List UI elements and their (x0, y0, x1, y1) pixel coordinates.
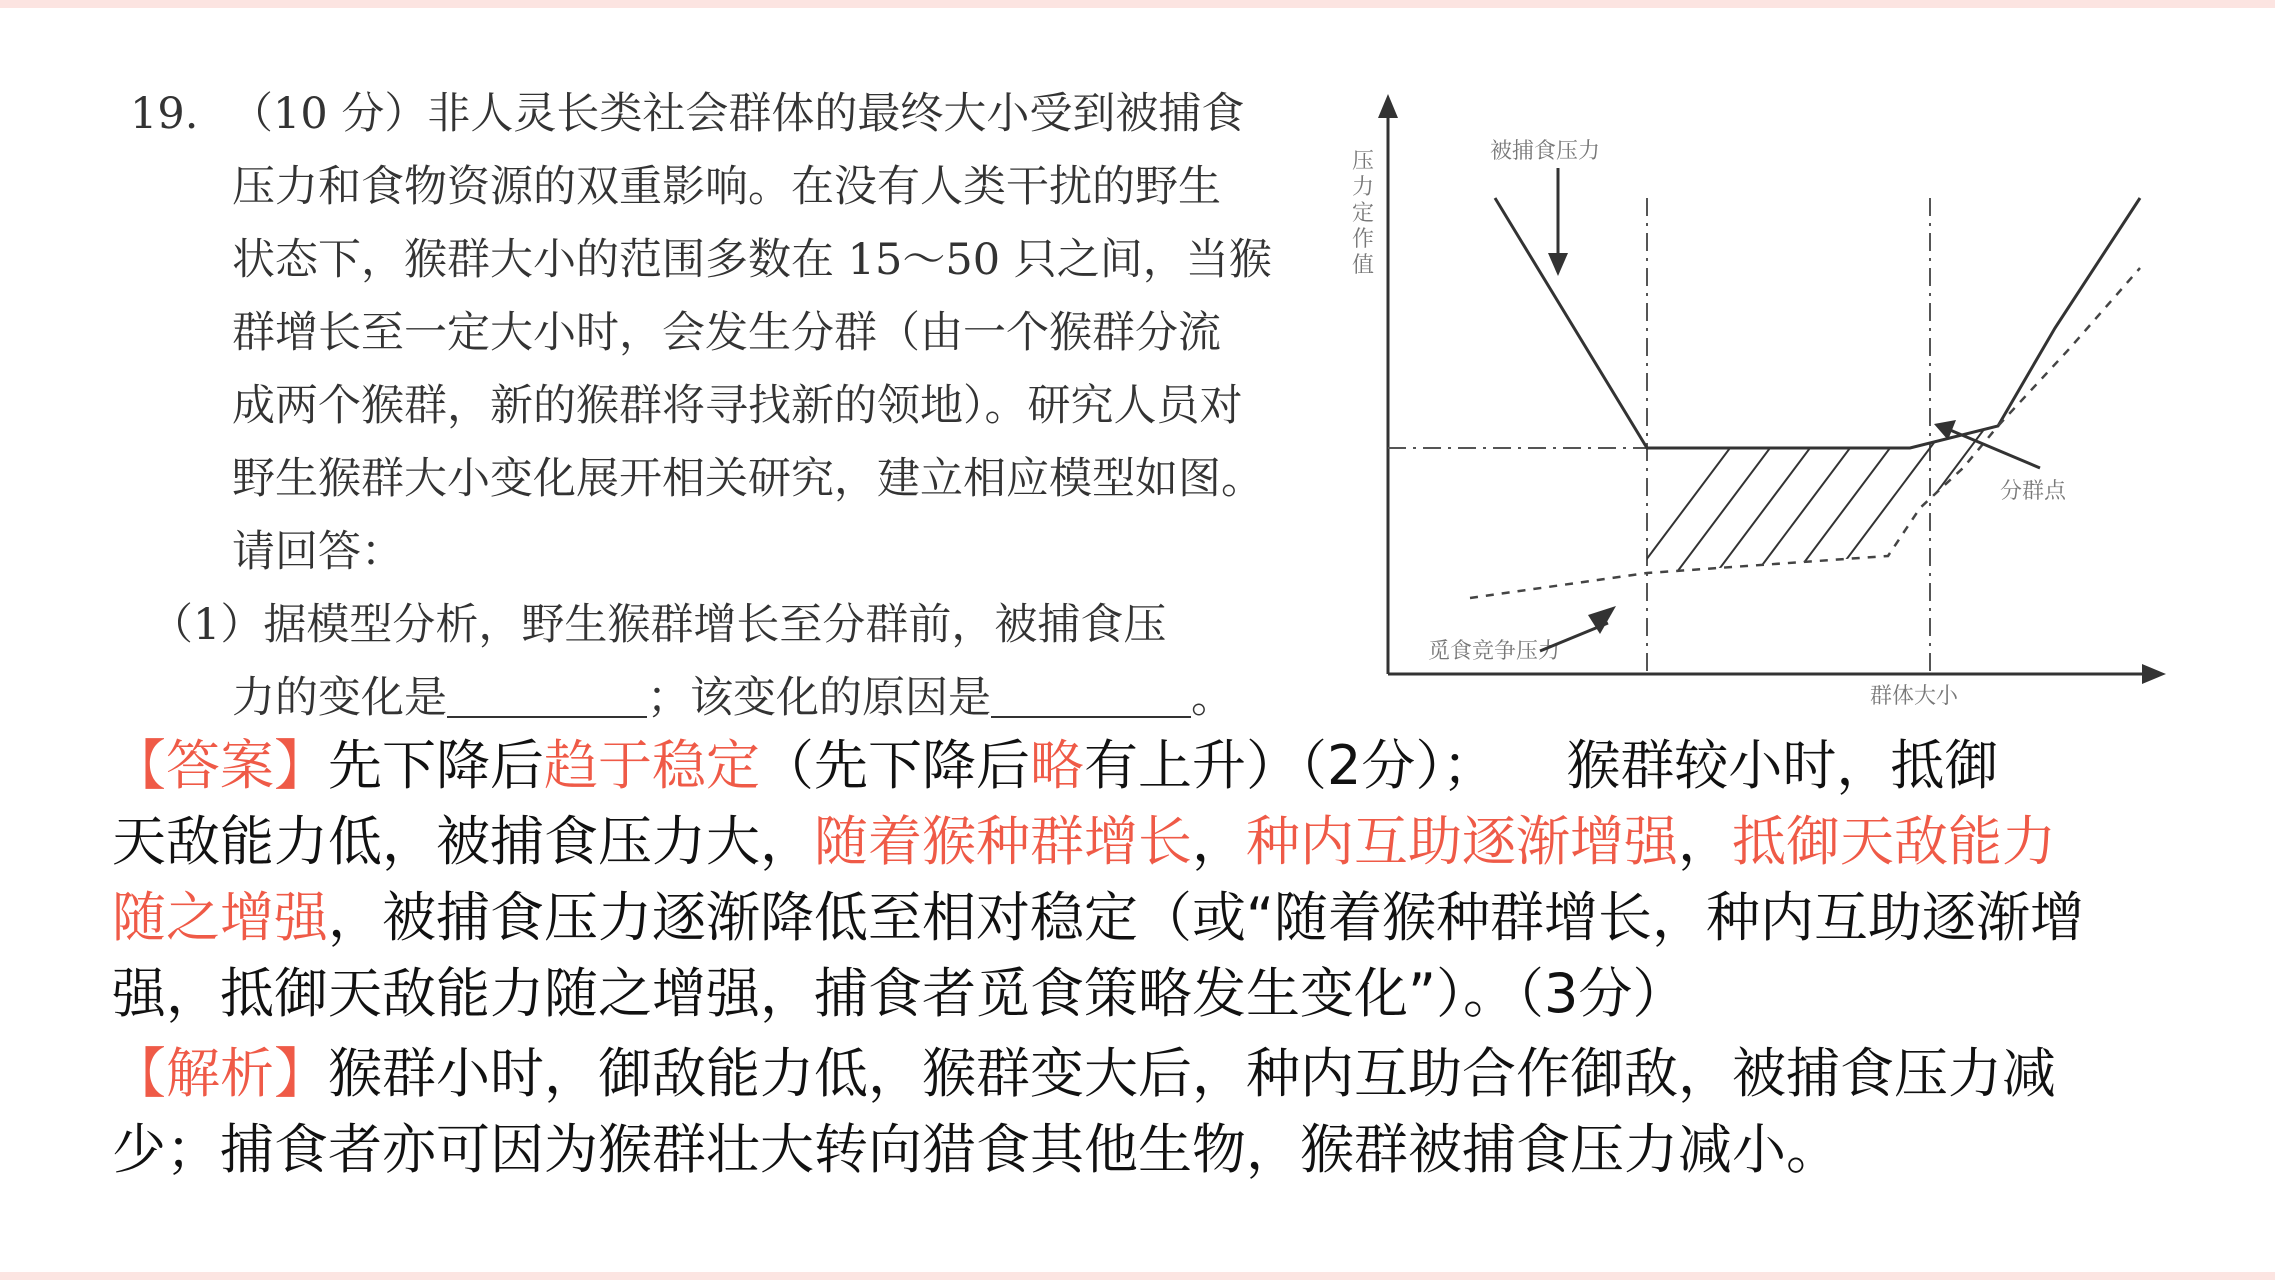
x-axis-label: 群体大小 (1870, 684, 1959, 709)
predation-pressure-curve (1495, 198, 2140, 448)
predation-label: 被捕食压力 (1490, 139, 1601, 164)
subquestion-1-text-a: 力的变化是 (232, 673, 447, 723)
answer-highlight-5: 抵御天敌能力 (1732, 810, 2056, 873)
competition-pressure-curve (1470, 268, 2140, 598)
answer-highlight-1: 趋于稳定 (544, 734, 760, 797)
answer-block (112, 728, 2222, 1188)
question-line-3: 状态下，猴群大小的范围多数在 15～50 只之间，当猴 (232, 235, 1272, 285)
answer-line-2 (112, 804, 2222, 880)
analysis-line-2: 少；捕食者亦可因为猴群壮大转向猎食其他生物，猴群被捕食压力减小。 (112, 1118, 1840, 1181)
subquestion-1-line-2 (130, 662, 1310, 735)
question-line-6: 野生猴群大小变化展开相关研究，建立相应模型如图。 (232, 454, 1264, 504)
answer-text-2a: 天敌能力低，被捕食压力大， (112, 810, 814, 873)
bottom-edge-band (0, 1272, 2275, 1280)
subquestion-1-text-b: ；该变化的原因是 (647, 673, 991, 723)
hatched-region (1580, 408, 2040, 648)
y-label-char-1: 压 (1352, 149, 1375, 174)
split-point-arrow (1950, 430, 2040, 468)
question-number: 19. (130, 89, 199, 139)
answer-highlight-4: 种内互助逐渐增强 (1246, 810, 1678, 873)
x-axis-arrow-icon (2142, 664, 2166, 684)
question-line-4: 群增长至一定大小时，会发生分群（由一个猴群分流 (232, 308, 1221, 358)
question-line-7: 请回答： (232, 527, 404, 577)
question-block (130, 78, 1310, 735)
question-line-2: 压力和食物资源的双重影响。在没有人类干扰的野生 (232, 162, 1221, 212)
analysis-tag: 【解析】 (112, 1042, 328, 1105)
answer-line-3 (112, 880, 2222, 956)
answer-blank-2[interactable] (991, 676, 1191, 718)
answer-blank-1[interactable] (447, 676, 647, 718)
competition-label: 觅食竞争压力 (1428, 639, 1561, 664)
answer-line-4: 强，抵御天敌能力随之增强，捕食者觅食策略发生变化”）。（3分） (112, 962, 1687, 1025)
model-diagram (1340, 88, 2170, 720)
y-label-char-5: 值 (1352, 253, 1375, 278)
answer-text-1c: （先下降后 (760, 734, 1030, 797)
answer-text-2c: ， (1192, 810, 1246, 873)
model-diagram-svg (1340, 88, 2170, 720)
subquestion-1-text-c: 。 (1191, 673, 1234, 723)
question-line-1 (130, 78, 1310, 151)
answer-text-1f: 猴群较小时，抵御 (1566, 734, 1999, 797)
analysis-line-1 (112, 1036, 2222, 1112)
answer-highlight-6: 随之增强 (112, 886, 328, 949)
answer-tag: 【答案】 (112, 734, 328, 797)
answer-text-3b: ，被捕食压力逐渐降低至相对稳定（或“随着猴种群增长，种内互助逐渐增 (328, 886, 2084, 949)
y-label-char-2: 力 (1352, 175, 1375, 200)
answer-text-2e: ， (1678, 810, 1732, 873)
answer-line-1 (112, 728, 2222, 804)
y-label-char-3: 定 (1352, 201, 1375, 226)
predation-arrow-head-icon (1548, 253, 1568, 276)
question-text-1: （10 分）非人灵长类社会群体的最终大小受到被捕食 (230, 89, 1245, 139)
answer-text-1a: 先下降后 (328, 734, 544, 797)
split-point-label: 分群点 (2000, 479, 2067, 504)
subquestion-1-line-1: （1）据模型分析，野生猴群增长至分群前，被捕食压 (150, 600, 1167, 650)
y-axis-arrow-icon (1378, 94, 1398, 118)
y-label-char-4: 作 (1352, 227, 1375, 252)
answer-text-1e: 有上升）（2分）； (1084, 734, 1497, 797)
analysis-text-1: 猴群小时，御敌能力低，猴群变大后，种内互助合作御敌，被捕食压力减 (328, 1042, 2056, 1105)
top-edge-band (0, 0, 2275, 8)
answer-highlight-2: 略 (1030, 734, 1084, 797)
question-line-5: 成两个猴群，新的猴群将寻找新的领地）。研究人员对 (232, 381, 1243, 431)
answer-highlight-3: 随着猴种群增长 (814, 810, 1192, 873)
analysis-block (112, 1036, 2222, 1188)
